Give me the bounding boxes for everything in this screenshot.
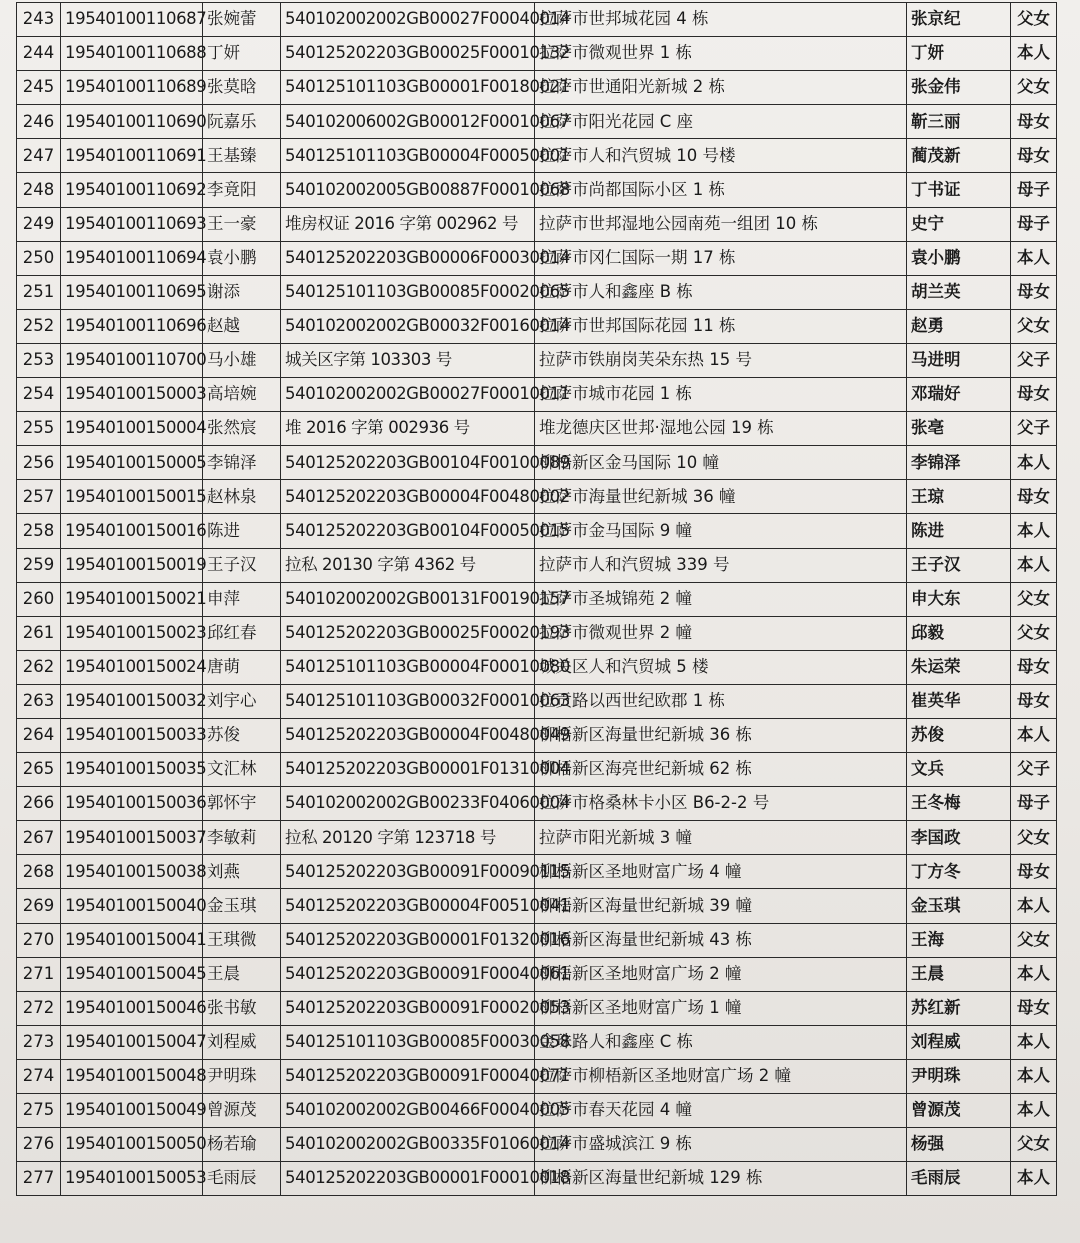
relationship-cell: 母女 <box>1011 480 1057 514</box>
table-row <box>17 514 1057 548</box>
property-certificate-cell: 540102002002GB00027F00040014 <box>281 3 535 37</box>
property-address-cell: 拉萨市盛城滨江 9 栋 <box>535 1128 907 1162</box>
seq-number-cell: 243 <box>17 3 61 37</box>
applicant-id-cell: 19540100110691 <box>61 139 203 173</box>
applicant-name-cell: 赵林泉 <box>203 480 281 514</box>
table-row <box>17 480 1057 514</box>
applicant-name-cell: 张莫晗 <box>203 71 281 105</box>
property-holder-cell: 朱运荣 <box>907 650 1011 684</box>
applicant-id-cell: 19540100110689 <box>61 71 203 105</box>
seq-number-cell: 264 <box>17 718 61 752</box>
property-holder-cell: 尹明珠 <box>907 1059 1011 1093</box>
relationship-cell: 母子 <box>1011 173 1057 207</box>
seq-number-cell: 249 <box>17 207 61 241</box>
property-holder-cell: 王子汉 <box>907 548 1011 582</box>
property-holder-cell: 王海 <box>907 923 1011 957</box>
applicant-name-cell: 尹明珠 <box>203 1059 281 1093</box>
relationship-cell: 母女 <box>1011 991 1057 1025</box>
relationship-cell: 本人 <box>1011 548 1057 582</box>
property-address-cell: 拉萨市城市花园 1 栋 <box>535 378 907 412</box>
property-holder-cell: 李锦泽 <box>907 446 1011 480</box>
relationship-cell: 母女 <box>1011 378 1057 412</box>
relationship-cell: 本人 <box>1011 446 1057 480</box>
table-row <box>17 241 1057 275</box>
applicant-id-cell: 19540100150035 <box>61 753 203 787</box>
property-certificate-cell: 540125202203GB00025F00020193 <box>281 616 535 650</box>
applicant-name-cell: 张婉蕾 <box>203 3 281 37</box>
property-certificate-cell: 540102002005GB00887F00010068 <box>281 173 535 207</box>
property-holder-cell: 苏红新 <box>907 991 1011 1025</box>
table-row <box>17 343 1057 377</box>
property-certificate-cell: 540102002002GB00335F01060014 <box>281 1128 535 1162</box>
relationship-cell: 本人 <box>1011 1059 1057 1093</box>
applicant-id-cell: 19540100110688 <box>61 37 203 71</box>
applicant-id-cell: 19540100150038 <box>61 855 203 889</box>
seq-number-cell: 267 <box>17 821 61 855</box>
property-holder-cell: 申大东 <box>907 582 1011 616</box>
applicant-id-cell: 19540100150024 <box>61 650 203 684</box>
property-holder-cell: 毛雨辰 <box>907 1162 1011 1196</box>
property-certificate-cell: 540125101103GB00085F00020065 <box>281 275 535 309</box>
applicant-name-cell: 刘宇心 <box>203 684 281 718</box>
table-row <box>17 1094 1057 1128</box>
applicant-id-cell: 19540100150040 <box>61 889 203 923</box>
seq-number-cell: 258 <box>17 514 61 548</box>
property-address-cell: 柳梧新区圣地财富广场 2 幢 <box>535 957 907 991</box>
applicant-name-cell: 金玉琪 <box>203 889 281 923</box>
applicant-name-cell: 毛雨辰 <box>203 1162 281 1196</box>
table-row <box>17 275 1057 309</box>
property-holder-cell: 杨强 <box>907 1128 1011 1162</box>
applicant-name-cell: 李锦泽 <box>203 446 281 480</box>
applicant-name-cell: 张书敏 <box>203 991 281 1025</box>
relationship-cell: 母子 <box>1011 787 1057 821</box>
seq-number-cell: 254 <box>17 378 61 412</box>
property-holder-cell: 邱毅 <box>907 616 1011 650</box>
seq-number-cell: 255 <box>17 412 61 446</box>
property-certificate-cell: 540125202203GB00091F00020053 <box>281 991 535 1025</box>
seq-number-cell: 263 <box>17 684 61 718</box>
applicant-name-cell: 曾源茂 <box>203 1094 281 1128</box>
table-row <box>17 1162 1057 1196</box>
relationship-cell: 本人 <box>1011 1094 1057 1128</box>
applicant-name-cell: 阮嘉乐 <box>203 105 281 139</box>
seq-number-cell: 272 <box>17 991 61 1025</box>
applicant-id-cell: 19540100150036 <box>61 787 203 821</box>
seq-number-cell: 276 <box>17 1128 61 1162</box>
property-address-cell: 柳梧新区海亮世纪新城 62 栋 <box>535 753 907 787</box>
relationship-cell: 父子 <box>1011 412 1057 446</box>
applicant-id-cell: 19540100110690 <box>61 105 203 139</box>
applicant-id-cell: 19540100150016 <box>61 514 203 548</box>
seq-number-cell: 261 <box>17 616 61 650</box>
property-certificate-cell: 540125202203GB00001F00010018 <box>281 1162 535 1196</box>
relationship-cell: 母女 <box>1011 139 1057 173</box>
property-holder-cell: 胡兰英 <box>907 275 1011 309</box>
relationship-cell: 母女 <box>1011 855 1057 889</box>
relationship-cell: 父女 <box>1011 821 1057 855</box>
applicant-id-cell: 19540100110696 <box>61 309 203 343</box>
applicant-name-cell: 袁小鹏 <box>203 241 281 275</box>
applicant-id-cell: 19540100110694 <box>61 241 203 275</box>
relationship-cell: 父女 <box>1011 616 1057 650</box>
property-certificate-cell: 540125202203GB00091F00090115 <box>281 855 535 889</box>
roster-table-body <box>17 3 1057 1196</box>
property-holder-cell: 文兵 <box>907 753 1011 787</box>
relationship-cell: 父女 <box>1011 71 1057 105</box>
table-row <box>17 991 1057 1025</box>
property-address-cell: 金珠路人和鑫座 C 栋 <box>535 1025 907 1059</box>
property-holder-cell: 王冬梅 <box>907 787 1011 821</box>
property-holder-cell: 陈进 <box>907 514 1011 548</box>
seq-number-cell: 275 <box>17 1094 61 1128</box>
property-holder-cell: 丁方冬 <box>907 855 1011 889</box>
property-holder-cell: 邓瑞好 <box>907 378 1011 412</box>
property-holder-cell: 王琼 <box>907 480 1011 514</box>
applicant-id-cell: 19540100150047 <box>61 1025 203 1059</box>
applicant-id-cell: 19540100150045 <box>61 957 203 991</box>
applicant-name-cell: 丁妍 <box>203 37 281 71</box>
property-certificate-cell: 540102006002GB00012F00010067 <box>281 105 535 139</box>
property-address-cell: 拉萨市铁崩岗芙朵东热 15 号 <box>535 343 907 377</box>
property-certificate-cell: 540102002002GB00027F00010011 <box>281 378 535 412</box>
property-certificate-cell: 城关区字第 103303 号 <box>281 343 535 377</box>
seq-number-cell: 268 <box>17 855 61 889</box>
applicant-name-cell: 马小雄 <box>203 343 281 377</box>
relationship-cell: 父女 <box>1011 582 1057 616</box>
property-address-cell: 拉萨市世通阳光新城 2 栋 <box>535 71 907 105</box>
table-row <box>17 889 1057 923</box>
property-certificate-cell: 540125202203GB00006F00030014 <box>281 241 535 275</box>
seq-number-cell: 245 <box>17 71 61 105</box>
applicant-id-cell: 19540100150005 <box>61 446 203 480</box>
property-certificate-cell: 540125202203GB00001F01310004 <box>281 753 535 787</box>
property-address-cell: 拉萨市世邦城花园 4 栋 <box>535 3 907 37</box>
property-address-cell: 拉萨市微观世界 2 幢 <box>535 616 907 650</box>
applicant-id-cell: 19540100150048 <box>61 1059 203 1093</box>
property-certificate-cell: 拉私 20130 字第 4362 号 <box>281 548 535 582</box>
property-holder-cell: 刘程威 <box>907 1025 1011 1059</box>
property-certificate-cell: 540125202203GB00104F00050015 <box>281 514 535 548</box>
applicant-name-cell: 杨若瑜 <box>203 1128 281 1162</box>
property-certificate-cell: 540125101103GB00004F00010080 <box>281 650 535 684</box>
roster-table <box>16 2 1057 1196</box>
property-address-cell: 拉萨市春天花园 4 幢 <box>535 1094 907 1128</box>
seq-number-cell: 274 <box>17 1059 61 1093</box>
table-row <box>17 684 1057 718</box>
seq-number-cell: 266 <box>17 787 61 821</box>
property-certificate-cell: 540125202203GB00004F00480002 <box>281 480 535 514</box>
table-row <box>17 105 1057 139</box>
applicant-name-cell: 谢添 <box>203 275 281 309</box>
property-holder-cell: 史宁 <box>907 207 1011 241</box>
seq-number-cell: 250 <box>17 241 61 275</box>
applicant-id-cell: 19540100110692 <box>61 173 203 207</box>
property-certificate-cell: 540125101103GB00032F00010063 <box>281 684 535 718</box>
applicant-id-cell: 19540100150021 <box>61 582 203 616</box>
applicant-id-cell: 19540100150023 <box>61 616 203 650</box>
property-address-cell: 拉萨市格桑林卡小区 B6-2-2 号 <box>535 787 907 821</box>
applicant-name-cell: 邱红春 <box>203 616 281 650</box>
applicant-id-cell: 19540100150003 <box>61 378 203 412</box>
property-address-cell: 拉萨市尚都国际小区 1 栋 <box>535 173 907 207</box>
applicant-name-cell: 陈进 <box>203 514 281 548</box>
applicant-name-cell: 刘程威 <box>203 1025 281 1059</box>
relationship-cell: 母女 <box>1011 105 1057 139</box>
table-row <box>17 1128 1057 1162</box>
property-certificate-cell: 540125101103GB00004F00050001 <box>281 139 535 173</box>
property-address-cell: 拉萨市海量世纪新城 36 幢 <box>535 480 907 514</box>
property-holder-cell: 蔺茂新 <box>907 139 1011 173</box>
table-row <box>17 173 1057 207</box>
relationship-cell: 本人 <box>1011 1025 1057 1059</box>
property-holder-cell: 王晨 <box>907 957 1011 991</box>
table-row <box>17 753 1057 787</box>
applicant-id-cell: 19540100150046 <box>61 991 203 1025</box>
seq-number-cell: 253 <box>17 343 61 377</box>
seq-number-cell: 262 <box>17 650 61 684</box>
property-address-cell: 拉萨市阳光新城 3 幢 <box>535 821 907 855</box>
relationship-cell: 本人 <box>1011 957 1057 991</box>
table-row <box>17 718 1057 752</box>
applicant-id-cell: 19540100150049 <box>61 1094 203 1128</box>
relationship-cell: 父女 <box>1011 309 1057 343</box>
relationship-cell: 母女 <box>1011 650 1057 684</box>
applicant-name-cell: 王一豪 <box>203 207 281 241</box>
seq-number-cell: 259 <box>17 548 61 582</box>
seq-number-cell: 257 <box>17 480 61 514</box>
property-address-cell: 拉萨市微观世界 1 栋 <box>535 37 907 71</box>
seq-number-cell: 265 <box>17 753 61 787</box>
table-row <box>17 787 1057 821</box>
relationship-cell: 母子 <box>1011 207 1057 241</box>
property-address-cell: 拉萨市金马国际 9 幢 <box>535 514 907 548</box>
seq-number-cell: 273 <box>17 1025 61 1059</box>
property-address-cell: 拉萨市人和汽贸城 339 号 <box>535 548 907 582</box>
property-address-cell: 拉萨市冈仁国际一期 17 栋 <box>535 241 907 275</box>
applicant-name-cell: 王子汉 <box>203 548 281 582</box>
property-holder-cell: 张京纪 <box>907 3 1011 37</box>
property-holder-cell: 张金伟 <box>907 71 1011 105</box>
table-row <box>17 412 1057 446</box>
property-holder-cell: 李国政 <box>907 821 1011 855</box>
table-row <box>17 855 1057 889</box>
property-address-cell: 拉萨市人和鑫座 B 栋 <box>535 275 907 309</box>
seq-number-cell: 246 <box>17 105 61 139</box>
seq-number-cell: 270 <box>17 923 61 957</box>
applicant-name-cell: 王基臻 <box>203 139 281 173</box>
applicant-id-cell: 19540100150041 <box>61 923 203 957</box>
relationship-cell: 母女 <box>1011 684 1057 718</box>
applicant-id-cell: 19540100150037 <box>61 821 203 855</box>
property-address-cell: 拉贡路以西世纪欧郡 1 栋 <box>535 684 907 718</box>
applicant-name-cell: 唐萌 <box>203 650 281 684</box>
property-address-cell: 柳梧新区海量世纪新城 36 栋 <box>535 718 907 752</box>
property-certificate-cell: 540125202203GB00091F00040061 <box>281 957 535 991</box>
property-certificate-cell: 540125202203GB00004F00510041 <box>281 889 535 923</box>
relationship-cell: 本人 <box>1011 1162 1057 1196</box>
applicant-id-cell: 19540100150015 <box>61 480 203 514</box>
table-row <box>17 71 1057 105</box>
property-certificate-cell: 540125101103GB00085F00030058 <box>281 1025 535 1059</box>
property-holder-cell: 丁书证 <box>907 173 1011 207</box>
property-certificate-cell: 540125101103GB00001F00180021 <box>281 71 535 105</box>
seq-number-cell: 271 <box>17 957 61 991</box>
applicant-id-cell: 19540100150053 <box>61 1162 203 1196</box>
property-certificate-cell: 540125202203GB00025F00010132 <box>281 37 535 71</box>
relationship-cell: 本人 <box>1011 889 1057 923</box>
property-holder-cell: 苏俊 <box>907 718 1011 752</box>
applicant-name-cell: 赵越 <box>203 309 281 343</box>
property-address-cell: 拉萨市人和汽贸城 10 号楼 <box>535 139 907 173</box>
table-row <box>17 1025 1057 1059</box>
property-address-cell: 柳梧新区海量世纪新城 129 栋 <box>535 1162 907 1196</box>
seq-number-cell: 247 <box>17 139 61 173</box>
property-certificate-cell: 540125202203GB00091F00040071 <box>281 1059 535 1093</box>
property-certificate-cell: 堆 2016 字第 002936 号 <box>281 412 535 446</box>
property-holder-cell: 赵勇 <box>907 309 1011 343</box>
applicant-name-cell: 李竟阳 <box>203 173 281 207</box>
property-address-cell: 柳梧新区海量世纪新城 39 幢 <box>535 889 907 923</box>
relationship-cell: 本人 <box>1011 718 1057 752</box>
relationship-cell: 本人 <box>1011 37 1057 71</box>
applicant-id-cell: 19540100150032 <box>61 684 203 718</box>
seq-number-cell: 248 <box>17 173 61 207</box>
applicant-id-cell: 19540100150004 <box>61 412 203 446</box>
property-holder-cell: 金玉琪 <box>907 889 1011 923</box>
property-certificate-cell: 540125202203GB00104F00100089 <box>281 446 535 480</box>
seq-number-cell: 251 <box>17 275 61 309</box>
table-row <box>17 378 1057 412</box>
applicant-id-cell: 19540100150033 <box>61 718 203 752</box>
applicant-id-cell: 19540100150019 <box>61 548 203 582</box>
relationship-cell: 本人 <box>1011 241 1057 275</box>
relationship-cell: 父女 <box>1011 3 1057 37</box>
applicant-name-cell: 李敏莉 <box>203 821 281 855</box>
applicant-name-cell: 刘燕 <box>203 855 281 889</box>
seq-number-cell: 260 <box>17 582 61 616</box>
property-address-cell: 城关区人和汽贸城 5 楼 <box>535 650 907 684</box>
table-row <box>17 309 1057 343</box>
property-holder-cell: 袁小鹏 <box>907 241 1011 275</box>
property-address-cell: 柳梧新区金马国际 10 幢 <box>535 446 907 480</box>
property-holder-cell: 张亳 <box>907 412 1011 446</box>
relationship-cell: 父子 <box>1011 753 1057 787</box>
applicant-name-cell: 王晨 <box>203 957 281 991</box>
applicant-name-cell: 苏俊 <box>203 718 281 752</box>
seq-number-cell: 269 <box>17 889 61 923</box>
table-row <box>17 207 1057 241</box>
property-certificate-cell: 拉私 20120 字第 123718 号 <box>281 821 535 855</box>
property-address-cell: 拉萨市柳梧新区圣地财富广场 2 幢 <box>535 1059 907 1093</box>
property-address-cell: 拉萨市圣城锦苑 2 幢 <box>535 582 907 616</box>
property-holder-cell: 靳三丽 <box>907 105 1011 139</box>
seq-number-cell: 244 <box>17 37 61 71</box>
property-certificate-cell: 540102002002GB00032F00160014 <box>281 309 535 343</box>
property-address-cell: 柳梧新区圣地财富广场 1 幢 <box>535 991 907 1025</box>
relationship-cell: 父女 <box>1011 1128 1057 1162</box>
relationship-cell: 父子 <box>1011 343 1057 377</box>
applicant-id-cell: 19540100110695 <box>61 275 203 309</box>
table-row <box>17 548 1057 582</box>
table-row <box>17 1059 1057 1093</box>
table-row <box>17 616 1057 650</box>
table-row <box>17 923 1057 957</box>
table-row <box>17 37 1057 71</box>
property-address-cell: 柳梧新区圣地财富广场 4 幢 <box>535 855 907 889</box>
relationship-cell: 父女 <box>1011 923 1057 957</box>
property-address-cell: 拉萨市世邦国际花园 11 栋 <box>535 309 907 343</box>
seq-number-cell: 256 <box>17 446 61 480</box>
property-address-cell: 柳梧新区海量世纪新城 43 栋 <box>535 923 907 957</box>
table-row <box>17 3 1057 37</box>
seq-number-cell: 252 <box>17 309 61 343</box>
applicant-name-cell: 郭怀宇 <box>203 787 281 821</box>
table-row <box>17 582 1057 616</box>
table-row <box>17 957 1057 991</box>
applicant-id-cell: 19540100110693 <box>61 207 203 241</box>
property-certificate-cell: 540125202203GB00001F01320016 <box>281 923 535 957</box>
property-address-cell: 拉萨市世邦湿地公园南苑一组团 10 栋 <box>535 207 907 241</box>
applicant-id-cell: 19540100150050 <box>61 1128 203 1162</box>
property-holder-cell: 曾源茂 <box>907 1094 1011 1128</box>
applicant-name-cell: 王琪微 <box>203 923 281 957</box>
applicant-name-cell: 高培婉 <box>203 378 281 412</box>
table-row <box>17 821 1057 855</box>
applicant-id-cell: 19540100110687 <box>61 3 203 37</box>
applicant-name-cell: 张然宸 <box>203 412 281 446</box>
seq-number-cell: 277 <box>17 1162 61 1196</box>
relationship-cell: 本人 <box>1011 514 1057 548</box>
property-holder-cell: 丁妍 <box>907 37 1011 71</box>
applicant-name-cell: 申萍 <box>203 582 281 616</box>
table-row <box>17 446 1057 480</box>
property-address-cell: 拉萨市阳光花园 C 座 <box>535 105 907 139</box>
property-certificate-cell: 堆房权证 2016 字第 002962 号 <box>281 207 535 241</box>
table-row <box>17 139 1057 173</box>
table-row <box>17 650 1057 684</box>
property-certificate-cell: 540102002002GB00466F00040005 <box>281 1094 535 1128</box>
property-certificate-cell: 540125202203GB00004F00480049 <box>281 718 535 752</box>
applicant-name-cell: 文汇林 <box>203 753 281 787</box>
property-holder-cell: 崔英华 <box>907 684 1011 718</box>
property-holder-cell: 马进明 <box>907 343 1011 377</box>
relationship-cell: 母女 <box>1011 275 1057 309</box>
property-certificate-cell: 540102002002GB00233F04060004 <box>281 787 535 821</box>
property-certificate-cell: 540102002002GB00131F00190157 <box>281 582 535 616</box>
applicant-id-cell: 19540100110700 <box>61 343 203 377</box>
property-address-cell: 堆龙德庆区世邦·湿地公园 19 栋 <box>535 412 907 446</box>
